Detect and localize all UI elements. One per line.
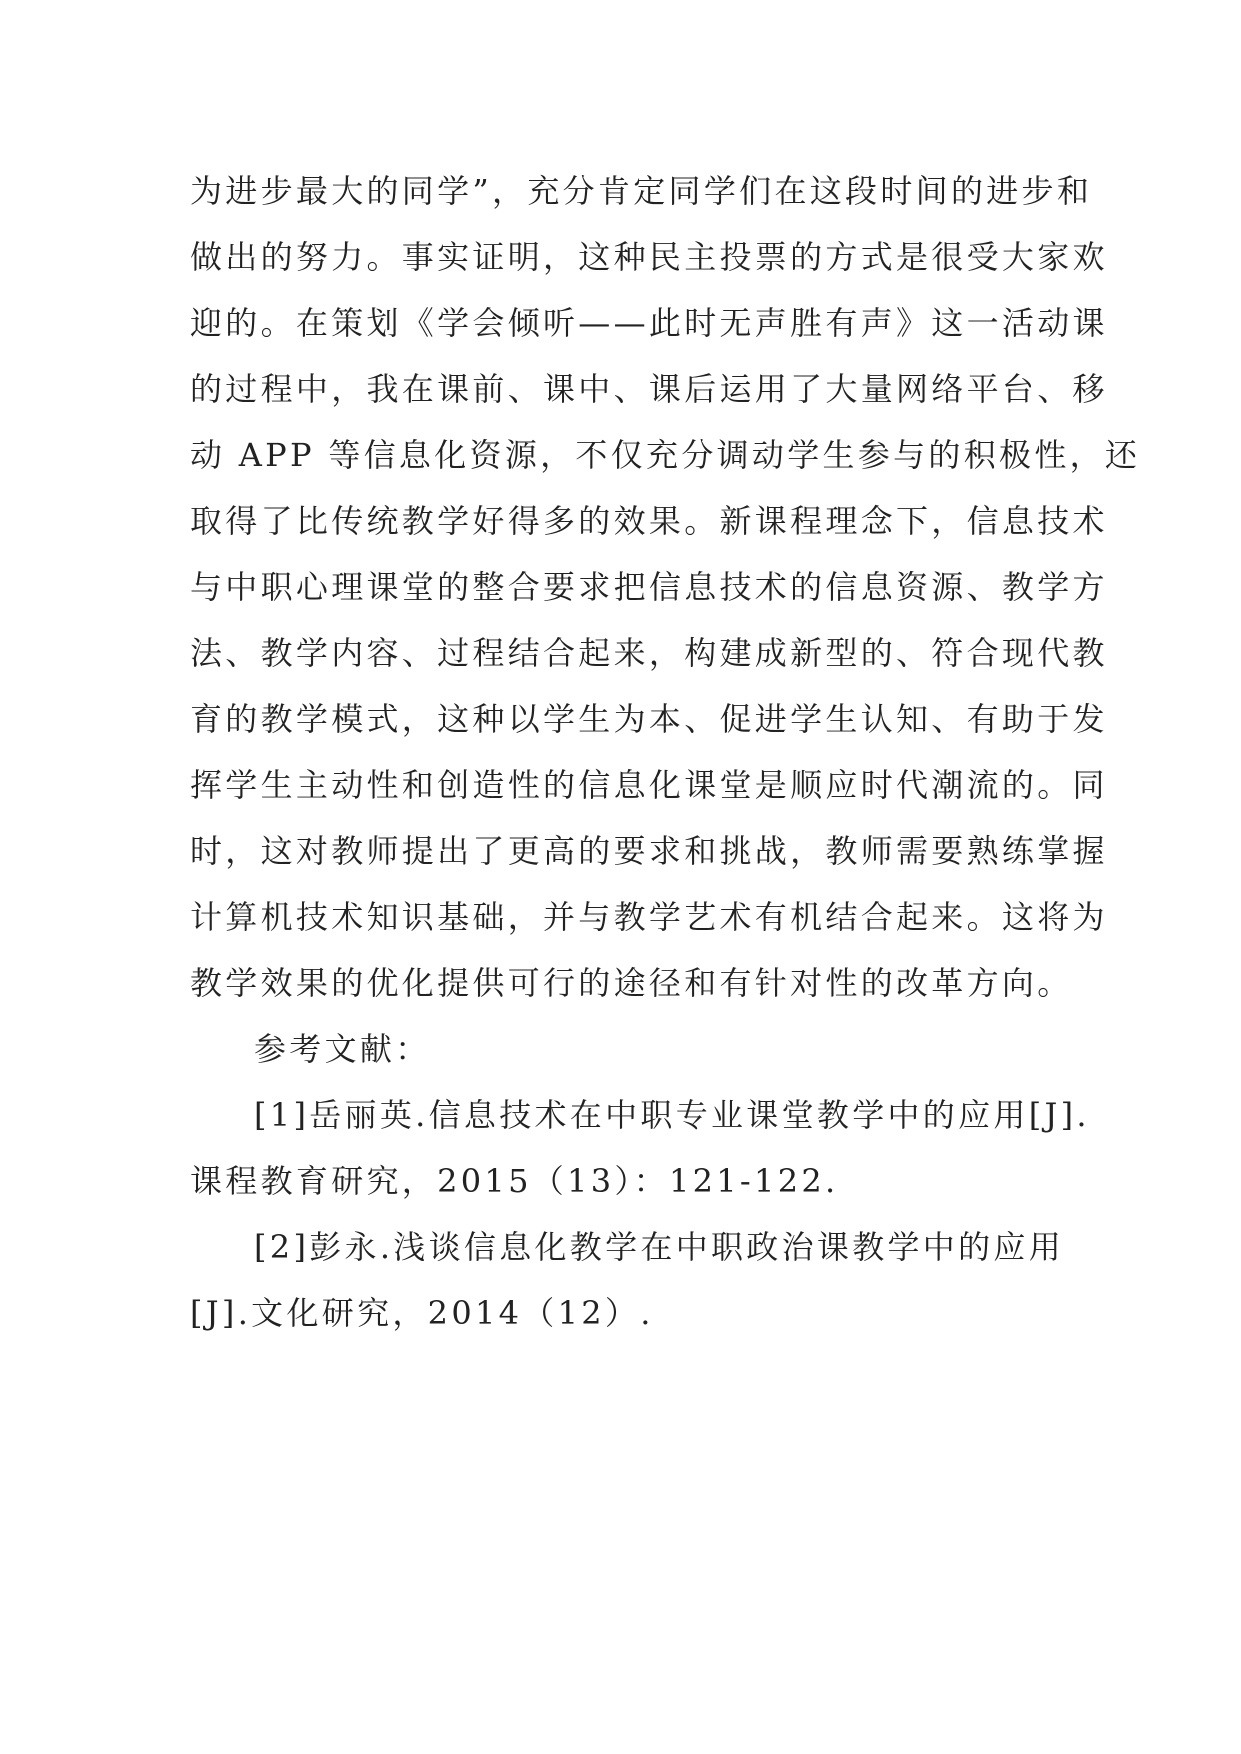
page-content	[190, 158, 1141, 1346]
paragraph-line: 为进步最大的同学”，充分肯定同学们在这段时间的进步和	[190, 172, 1093, 210]
paragraph-line: 动 APP 等信息化资源，不仅充分调动学生参与的积极性，还	[190, 436, 1141, 474]
paragraph-line: 做出的努力。事实证明，这种民主投票的方式是很受大家欢	[190, 238, 1108, 276]
paragraph-line: 法、教学内容、过程结合起来，构建成新型的、符合现代教	[190, 634, 1108, 672]
paragraph-line: 计算机技术知识基础，并与教学艺术有机结合起来。这将为	[190, 898, 1108, 936]
references-heading: 参考文献：	[254, 1030, 431, 1068]
paragraph-line: 与中职心理课堂的整合要求把信息技术的信息资源、教学方	[190, 568, 1108, 606]
paragraph-line: 育的教学模式，这种以学生为本、促进学生认知、有助于发	[190, 700, 1108, 738]
paragraph-line: 的过程中，我在课前、课中、课后运用了大量网络平台、移	[190, 370, 1108, 408]
reference-item	[190, 1214, 1065, 1346]
body-paragraph	[190, 158, 1141, 1016]
paragraph-line: 取得了比传统教学好得多的效果。新课程理念下，信息技术	[190, 502, 1108, 540]
reference-line: [J].文化研究，2014（12）.	[190, 1294, 654, 1332]
reference-line: [1]岳丽英.信息技术在中职专业课堂教学中的应用[J].	[254, 1096, 1090, 1134]
reference-line: 课程教育研究，2015（13）：121-122.	[190, 1162, 839, 1200]
reference-line: [2]彭永.浅谈信息化教学在中职政治课教学中的应用	[254, 1228, 1065, 1266]
references-section	[190, 1016, 1090, 1346]
paragraph-line: 挥学生主动性和创造性的信息化课堂是顺应时代潮流的。同	[190, 766, 1108, 804]
paragraph-line: 时，这对教师提出了更高的要求和挑战，教师需要熟练掌握	[190, 832, 1108, 870]
paragraph-line: 迎的。在策划《学会倾听——此时无声胜有声》这一活动课	[190, 304, 1108, 342]
paragraph-line: 教学效果的优化提供可行的途径和有针对性的改革方向。	[190, 964, 1073, 1002]
reference-item	[190, 1082, 1090, 1214]
